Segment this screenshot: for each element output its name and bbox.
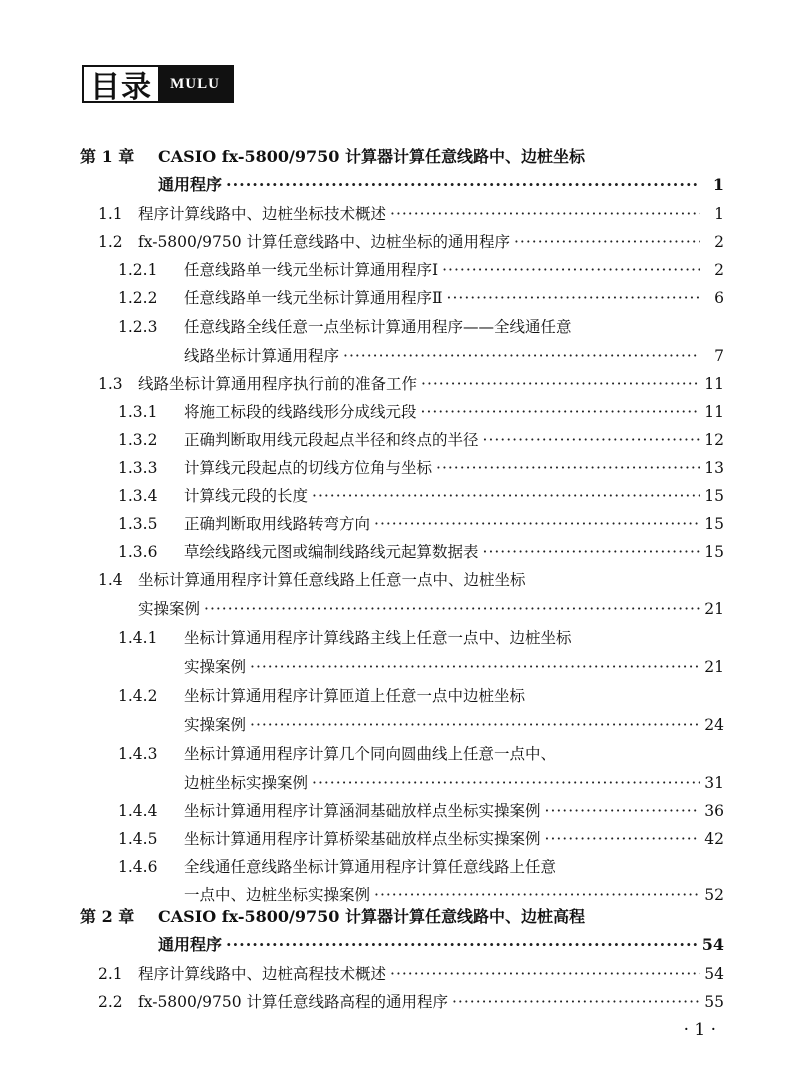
dot-leader bbox=[250, 711, 700, 739]
toc-entry-title: 程序计算线路中、边桩高程技术概述 bbox=[138, 965, 387, 983]
toc-entry-number: 1.4.2 bbox=[118, 687, 158, 705]
toc-entry[interactable] bbox=[158, 171, 724, 199]
toc-entry-number: 1.2.2 bbox=[118, 289, 158, 307]
header-title-en: MULU bbox=[158, 67, 232, 101]
dot-leader bbox=[226, 931, 698, 959]
dot-leader bbox=[483, 538, 700, 566]
toc-entry[interactable] bbox=[118, 624, 724, 652]
dot-leader bbox=[545, 825, 700, 853]
toc-entry-title: 坐标计算通用程序计算桥梁基础放样点坐标实操案例 bbox=[184, 830, 541, 848]
toc-entry-title: 正确判断取用线元段起点半径和终点的半径 bbox=[184, 431, 479, 449]
toc-entry-title: 任意线路单一线元坐标计算通用程序Ⅱ bbox=[184, 289, 443, 307]
toc-entry-page: 1 bbox=[712, 175, 724, 194]
toc-entry-title: 任意线路全线任意一点坐标计算通用程序——全线通任意 bbox=[184, 318, 572, 336]
toc-entry[interactable] bbox=[98, 566, 724, 594]
toc-entry[interactable] bbox=[118, 853, 724, 881]
toc-entry-number: 2.1 bbox=[98, 965, 123, 983]
toc-entry-number: 1.2 bbox=[98, 233, 123, 251]
toc-entry-title: 坐标计算通用程序计算几个同向圆曲线上任意一点中、 bbox=[184, 745, 557, 763]
toc-entry[interactable] bbox=[184, 342, 724, 370]
toc-entry-number: 1.4.5 bbox=[118, 830, 158, 848]
toc-entry[interactable] bbox=[184, 653, 724, 681]
toc-entry-page: 55 bbox=[704, 993, 724, 1011]
toc-entry-number: 1.2.1 bbox=[118, 261, 158, 279]
toc-entry[interactable] bbox=[118, 398, 724, 426]
toc-entry[interactable] bbox=[118, 313, 724, 341]
toc-entry-page: 36 bbox=[704, 802, 724, 820]
toc-entry[interactable] bbox=[98, 228, 724, 256]
toc-entry-page: 2 bbox=[714, 233, 724, 251]
toc-entry-title: 计算线元段起点的切线方位角与坐标 bbox=[184, 459, 433, 477]
dot-leader bbox=[343, 342, 700, 370]
toc-entry-page: 2 bbox=[714, 261, 724, 279]
toc-entry-title: 实操案例 bbox=[138, 600, 201, 618]
toc-entry-title: CASIO fx-5800/9750 计算器计算任意线路中、边桩坐标 bbox=[158, 147, 585, 166]
toc-entry[interactable] bbox=[138, 595, 724, 623]
toc-entry-title: CASIO fx-5800/9750 计算器计算任意线路中、边桩高程 bbox=[158, 907, 585, 926]
toc-entry-number: 1.2.3 bbox=[118, 318, 158, 336]
toc-entry[interactable] bbox=[118, 482, 724, 510]
dot-leader bbox=[514, 228, 700, 256]
toc-entry-number: 1.3.4 bbox=[118, 487, 158, 505]
toc-entry-title: 线路坐标计算通用程序执行前的准备工作 bbox=[138, 375, 418, 393]
toc-entry-title: 坐标计算通用程序计算匝道上任意一点中边桩坐标 bbox=[184, 687, 526, 705]
toc-entry-title: 坐标计算通用程序计算任意线路上任意一点中、边桩坐标 bbox=[138, 571, 526, 589]
toc-entry[interactable] bbox=[184, 711, 724, 739]
dot-leader bbox=[483, 426, 700, 454]
dot-leader bbox=[226, 171, 700, 199]
dot-leader bbox=[250, 653, 700, 681]
toc-entry-page: 15 bbox=[704, 487, 724, 505]
toc-entry-page: 52 bbox=[704, 886, 724, 904]
toc-entry[interactable] bbox=[118, 682, 724, 710]
dot-leader bbox=[442, 256, 700, 284]
toc-entry-title: 将施工标段的线路线形分成线元段 bbox=[184, 403, 417, 421]
toc-entry[interactable] bbox=[98, 960, 724, 988]
toc-entry-page: 15 bbox=[704, 543, 724, 561]
toc-entry-number: 1.3.3 bbox=[118, 459, 158, 477]
toc-entry-number: 第 2 章 bbox=[80, 907, 135, 926]
toc-entry-title: fx-5800/9750 计算任意线路高程的通用程序 bbox=[138, 993, 448, 1011]
toc-entry-page: 6 bbox=[714, 289, 724, 307]
toc-entry-title: 通用程序 bbox=[158, 175, 223, 194]
toc-entry-page: 11 bbox=[704, 375, 724, 393]
toc-entry-title: 任意线路单一线元坐标计算通用程序Ⅰ bbox=[184, 261, 439, 279]
toc-entry-number: 1.3 bbox=[98, 375, 123, 393]
toc-entry-title: 全线通任意线路坐标计算通用程序计算任意线路上任意 bbox=[184, 858, 557, 876]
toc-entry[interactable] bbox=[118, 740, 724, 768]
toc-entry-number: 2.2 bbox=[98, 993, 123, 1011]
toc-entry[interactable] bbox=[184, 769, 724, 797]
toc-entry-page: 54 bbox=[701, 935, 724, 954]
toc-entry-title: 草绘线路线元图或编制线路线元起算数据表 bbox=[184, 543, 479, 561]
toc-entry-title: 线路坐标计算通用程序 bbox=[184, 347, 340, 365]
toc-entry[interactable] bbox=[118, 426, 724, 454]
toc-entry[interactable] bbox=[80, 143, 724, 171]
toc-entry[interactable] bbox=[98, 200, 724, 228]
toc-entry[interactable] bbox=[80, 903, 724, 931]
toc-entry[interactable] bbox=[118, 454, 724, 482]
toc-entry[interactable] bbox=[118, 538, 724, 566]
toc-entry-number: 1.3.6 bbox=[118, 543, 158, 561]
toc-entry-title: 通用程序 bbox=[158, 935, 223, 954]
toc-entry-page: 7 bbox=[714, 347, 724, 365]
toc-entry-title: 实操案例 bbox=[184, 716, 247, 734]
toc-entry-page: 12 bbox=[704, 431, 724, 449]
toc-entry-page: 54 bbox=[704, 965, 724, 983]
toc-entry-page: 15 bbox=[704, 515, 724, 533]
dot-leader bbox=[452, 988, 700, 1016]
toc-entry-page: 1 bbox=[714, 205, 724, 223]
toc-entry-number: 1.4.4 bbox=[118, 802, 158, 820]
toc-entry[interactable] bbox=[118, 797, 724, 825]
toc-entry-title: 坐标计算通用程序计算涵洞基础放样点坐标实操案例 bbox=[184, 802, 541, 820]
toc-entry-title: 程序计算线路中、边桩坐标技术概述 bbox=[138, 205, 387, 223]
toc-entry-title: 坐标计算通用程序计算线路主线上任意一点中、边桩坐标 bbox=[184, 629, 572, 647]
toc-entry-number: 1.4.1 bbox=[118, 629, 158, 647]
dot-leader bbox=[436, 454, 700, 482]
toc-entry-page: 31 bbox=[704, 774, 724, 792]
page-number: · 1 · bbox=[683, 1020, 716, 1040]
toc-entry-page: 42 bbox=[704, 830, 724, 848]
dot-leader bbox=[390, 960, 700, 988]
toc-entry-number: 1.3.5 bbox=[118, 515, 158, 533]
dot-leader bbox=[421, 370, 700, 398]
toc-entry[interactable] bbox=[118, 256, 724, 284]
dot-leader bbox=[390, 200, 700, 228]
toc-entry-title: 正确判断取用线路转弯方向 bbox=[184, 515, 371, 533]
toc-entry-title: fx-5800/9750 计算任意线路中、边桩坐标的通用程序 bbox=[138, 233, 510, 251]
toc-entry[interactable] bbox=[118, 510, 724, 538]
toc-entry-number: 1.1 bbox=[98, 205, 123, 223]
toc-entry[interactable] bbox=[158, 931, 724, 959]
toc-entry-title: 实操案例 bbox=[184, 658, 247, 676]
toc-entry-page: 11 bbox=[704, 403, 724, 421]
toc-entry[interactable] bbox=[98, 988, 724, 1016]
toc-entry-number: 1.3.2 bbox=[118, 431, 158, 449]
toc-entry-number: 第 1 章 bbox=[80, 147, 135, 166]
toc-entry-page: 13 bbox=[704, 459, 724, 477]
toc-entry-number: 1.4.6 bbox=[118, 858, 158, 876]
dot-leader bbox=[545, 797, 700, 825]
dot-leader bbox=[421, 398, 700, 426]
toc-entry-number: 1.4 bbox=[98, 571, 123, 589]
header-title-cn: 目录 bbox=[90, 70, 152, 105]
toc-entry-title: 一点中、边桩坐标实操案例 bbox=[184, 886, 371, 904]
toc-entry[interactable] bbox=[118, 284, 724, 312]
toc-entry-page: 21 bbox=[704, 600, 724, 618]
toc-entry-title: 计算线元段的长度 bbox=[184, 487, 309, 505]
toc-entry-page: 24 bbox=[704, 716, 724, 734]
dot-leader bbox=[312, 769, 700, 797]
toc-entry[interactable] bbox=[98, 370, 724, 398]
toc-entry-title: 边桩坐标实操案例 bbox=[184, 774, 309, 792]
dot-leader bbox=[204, 595, 700, 623]
toc-header bbox=[82, 65, 234, 103]
toc-entry[interactable] bbox=[118, 825, 724, 853]
dot-leader bbox=[374, 510, 700, 538]
toc-entry-page: 21 bbox=[704, 658, 724, 676]
toc-entry-number: 1.4.3 bbox=[118, 745, 158, 763]
dot-leader bbox=[312, 482, 700, 510]
dot-leader bbox=[447, 284, 700, 312]
toc-entry-number: 1.3.1 bbox=[118, 403, 158, 421]
